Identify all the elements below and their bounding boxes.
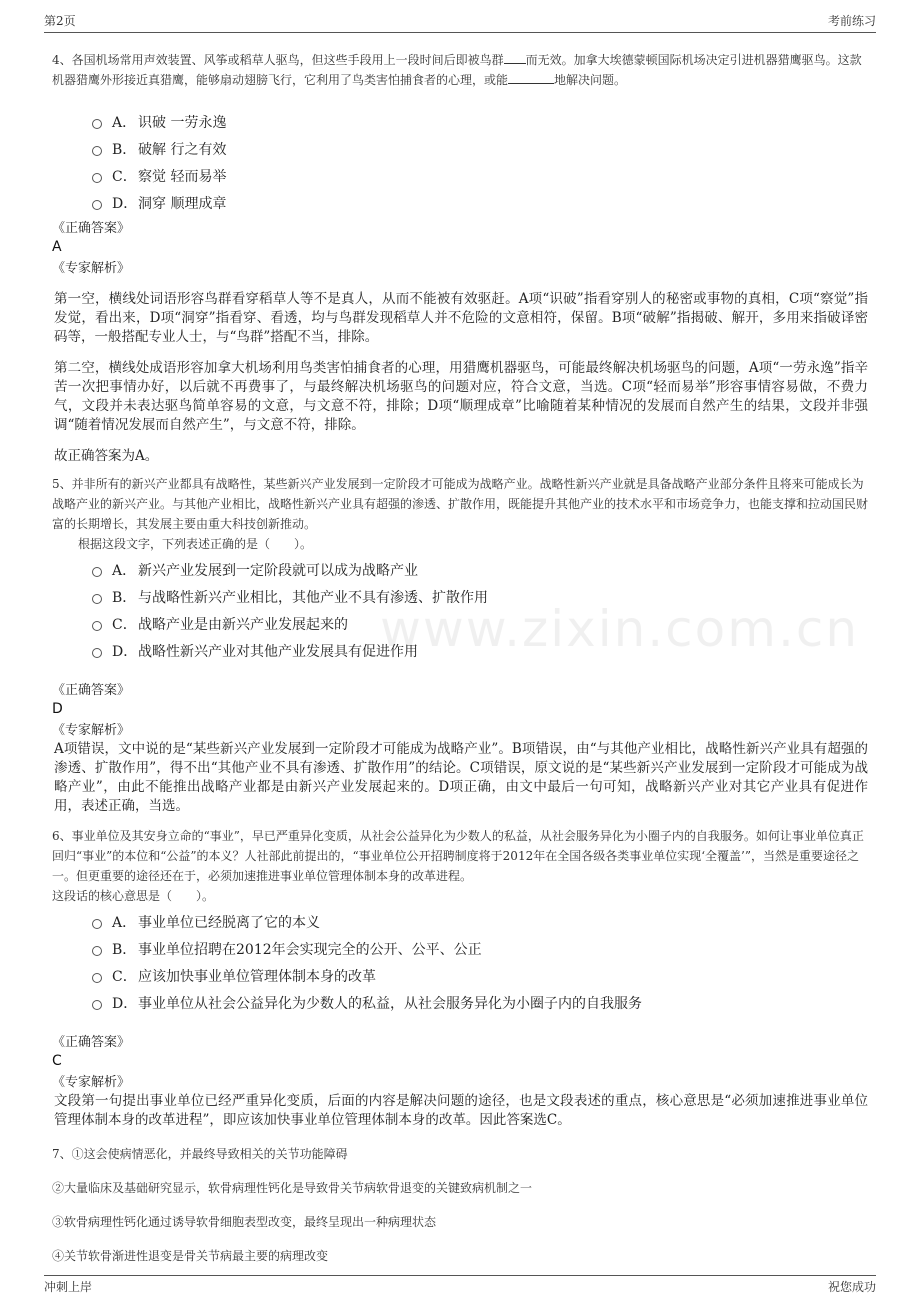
option-text: 事业单位从社会公益异化为少数人的私益，从社会服务异化为小圈子内的自我服务 bbox=[138, 995, 642, 1012]
question-stem: 6、事业单位及其安身立命的“事业”，早已严重异化变质，从社会公益异化为少数人的私益，从社会服务异化为小圈子内的自我服务。如何让事业单位真正回归“事业”的本位和“公益”的本义？人社部此前提出的，“事业单位公开招聘制度将于2012年在全国各级各类事业单位实现‘全覆盖’”，当然是重要途径之一。但更重要的途径还在于，必须加速推进事业单位管理体制本身的改革进程。 bbox=[52, 829, 864, 883]
radio-icon[interactable] bbox=[92, 973, 102, 983]
option-text: 战略产业是由新兴产业发展起来的 bbox=[138, 616, 348, 633]
radio-icon[interactable] bbox=[92, 567, 102, 577]
option-d[interactable] bbox=[92, 637, 868, 664]
answer-label: 《正确答案》 bbox=[52, 683, 131, 698]
answer-label: 《正确答案》 bbox=[52, 1035, 131, 1050]
option-c[interactable] bbox=[92, 162, 868, 189]
option-a[interactable] bbox=[92, 908, 868, 935]
option-letter: B． bbox=[112, 941, 137, 958]
option-b[interactable] bbox=[92, 583, 868, 610]
question-5 bbox=[52, 474, 868, 816]
sentence-3: ③软骨病理性钙化通过诱导软骨细胞表型改变，最终呈现出一种病理状态 bbox=[52, 1215, 437, 1229]
answer-blank bbox=[508, 71, 554, 84]
analysis-paragraph: 第二空，横线处成语形容加拿大机场利用鸟类害怕捕食者的心理，用猎鹰机器驱鸟，可能最终解决机场驱鸟的问题，A项“一劳永逸”指辛苦一次把事情办好，以后就不再费事了，与最终解决机场驱鸟的问题对应，符合文意，当选。C项“轻而易举”形容事情容易做，不费力气，文段并未表达驱鸟简单容易的文意，与文意不符，排除；D项“顺理成章”比喻随着某种情况的发展而自然产生的结果，文段并非强调“随着情况发展而自然产生”，与文意不符，排除。 bbox=[54, 360, 868, 433]
option-letter: A． bbox=[112, 562, 137, 579]
stem-part: 4、各国机场常用声效装置、风筝或稻草人驱鸟，但这些手段用上一段时间后即被鸟群 bbox=[52, 53, 504, 67]
option-text: 应该加快事业单位管理体制本身的改革 bbox=[138, 968, 376, 985]
option-text: 洞穿 顺理成章 bbox=[138, 195, 227, 212]
option-list bbox=[92, 108, 868, 216]
answer-label: 《正确答案》 bbox=[52, 221, 131, 236]
question-4 bbox=[52, 50, 868, 466]
analysis-label: 《专家解析》 bbox=[52, 1075, 131, 1090]
page-header bbox=[44, 12, 876, 33]
page-number: 第2页 bbox=[44, 14, 76, 28]
correct-answer: D bbox=[52, 701, 63, 717]
question-stem bbox=[52, 50, 868, 90]
analysis-label: 《专家解析》 bbox=[52, 261, 131, 276]
radio-icon[interactable] bbox=[92, 946, 102, 956]
option-letter: C． bbox=[112, 616, 137, 633]
option-text: 新兴产业发展到一定阶段就可以成为战略产业 bbox=[138, 562, 418, 579]
option-d[interactable] bbox=[92, 189, 868, 216]
option-c[interactable] bbox=[92, 962, 868, 989]
radio-icon[interactable] bbox=[92, 621, 102, 631]
option-letter: D． bbox=[112, 195, 138, 212]
radio-icon[interactable] bbox=[92, 594, 102, 604]
option-a[interactable] bbox=[92, 108, 868, 135]
page-footer bbox=[44, 1275, 876, 1298]
radio-icon[interactable] bbox=[92, 919, 102, 929]
question-stem: 5、并非所有的新兴产业都具有战略性，某些新兴产业发展到一定阶段才可能成为战略产业。战略性新兴产业就是具备战略产业部分条件且将来可能成长为战略产业的新兴产业。与其他产业相比，战略性新兴产业具有超强的渗透、扩散作用，既能提升其他产业的技术水平和市场竞争力，也能支撑和拉动国民财富的长期增长，其发展主要由重大科技创新推动。 bbox=[52, 477, 869, 531]
stem-part: 地解决问题。 bbox=[554, 73, 627, 87]
radio-icon[interactable] bbox=[92, 200, 102, 210]
analysis-paragraph: A项错误，文中说的是“某些新兴产业发展到一定阶段才可能成为战略产业”。B项错误，由“与其他产业相比，战略性新兴产业具有超强的渗透、扩散作用”，得不出“其他产业不具有渗透、扩散作用”的结论。C项错误，原文说的是“某些新兴产业发展到一定阶段才可能成为战略产业”，由此不能推出战略产业都是由新兴产业发展起来的。D项正确，由文中最后一句可知，战略新兴产业对其它产业具有促进作用，表述正确，当选。 bbox=[54, 741, 868, 814]
document-content bbox=[52, 50, 868, 1266]
analysis-label: 《专家解析》 bbox=[52, 723, 131, 738]
option-list bbox=[92, 908, 868, 1016]
option-text: 与战略性新兴产业相比，其他产业不具有渗透、扩散作用 bbox=[138, 589, 488, 606]
header-title: 考前练习 bbox=[827, 14, 876, 28]
option-letter: D． bbox=[112, 643, 138, 660]
analysis-paragraph: 文段第一句提出事业单位已经严重异化变质，后面的内容是解决问题的途径，也是文段表述的重点，核心意思是“必须加速推进事业单位管理体制本身的改革进程”，即应该加快事业单位管理体制本身的改革。因此答案选C。 bbox=[54, 1093, 868, 1128]
option-text: 察觉 轻而易举 bbox=[138, 168, 227, 185]
option-letter: A． bbox=[112, 114, 137, 131]
option-letter: C． bbox=[112, 968, 137, 985]
option-a[interactable] bbox=[92, 556, 868, 583]
option-letter: D． bbox=[112, 995, 138, 1012]
stem-part: 而无效。加拿大埃德蒙顿国际机场决定引进机器猎鹰驱鸟。这款机器猎鹰外形接近真猎鹰，能够扇动翅膀飞行，它利用了鸟类害怕捕食者的心理，或能 bbox=[52, 53, 862, 87]
radio-icon[interactable] bbox=[92, 146, 102, 156]
answer-blank bbox=[504, 51, 526, 64]
correct-answer: C bbox=[52, 1053, 62, 1069]
radio-icon[interactable] bbox=[92, 648, 102, 658]
radio-icon[interactable] bbox=[92, 1000, 102, 1010]
question-prompt: 根据这段文字，下列表述正确的是（ ）。 bbox=[78, 537, 313, 551]
option-b[interactable] bbox=[92, 935, 868, 962]
sentence-4: ④关节软骨渐进性退变是骨关节病最主要的病理改变 bbox=[52, 1249, 329, 1263]
option-letter: A． bbox=[112, 914, 137, 931]
option-letter: B． bbox=[112, 141, 137, 158]
analysis-paragraph: 第一空，横线处词语形容鸟群看穿稻草人等不是真人，从而不能被有效驱赶。A项“识破”指看穿别人的秘密或事物的真相，C项“察觉”指发觉，看出来，D项“洞穿”指看穿、看透，均与鸟群发现稻草人并不危险的文意相符，保留。B项“破解”指揭破、解开，多用来指破译密码等，一般搭配专业人士，与“鸟群”搭配不当，排除。 bbox=[54, 291, 868, 345]
option-text: 识破 一劳永逸 bbox=[138, 114, 227, 131]
option-b[interactable] bbox=[92, 135, 868, 162]
radio-icon[interactable] bbox=[92, 173, 102, 183]
radio-icon[interactable] bbox=[92, 119, 102, 129]
option-c[interactable] bbox=[92, 610, 868, 637]
analysis-conclusion: 故正确答案为A。 bbox=[54, 448, 159, 464]
correct-answer: A bbox=[52, 239, 62, 255]
option-text: 事业单位已经脱离了它的本义 bbox=[138, 914, 320, 931]
option-letter: B． bbox=[112, 589, 137, 606]
option-text: 事业单位招聘在2012年会实现完全的公开、公平、公正 bbox=[138, 941, 482, 958]
option-d[interactable] bbox=[92, 989, 868, 1016]
sentence-2: ②大量临床及基础研究显示，软骨病理性钙化是导致骨关节病软骨退变的关键致病机制之一 bbox=[52, 1181, 533, 1195]
watermark: www.zixin.com.cn bbox=[380, 600, 860, 658]
question-prompt: 这段话的核心意思是（ ）。 bbox=[52, 889, 215, 903]
option-letter: C． bbox=[112, 168, 137, 185]
question-7 bbox=[52, 1144, 868, 1266]
option-text: 破解 行之有效 bbox=[138, 141, 227, 158]
sentence-1: 7、①这会使病情恶化，并最终导致相关的关节功能障碍 bbox=[52, 1147, 348, 1161]
option-list bbox=[92, 556, 868, 664]
footer-right: 祝您成功 bbox=[827, 1280, 876, 1294]
question-6 bbox=[52, 826, 868, 1130]
option-text: 战略性新兴产业对其他产业发展具有促进作用 bbox=[138, 643, 418, 660]
footer-left: 冲刺上岸 bbox=[44, 1280, 93, 1294]
